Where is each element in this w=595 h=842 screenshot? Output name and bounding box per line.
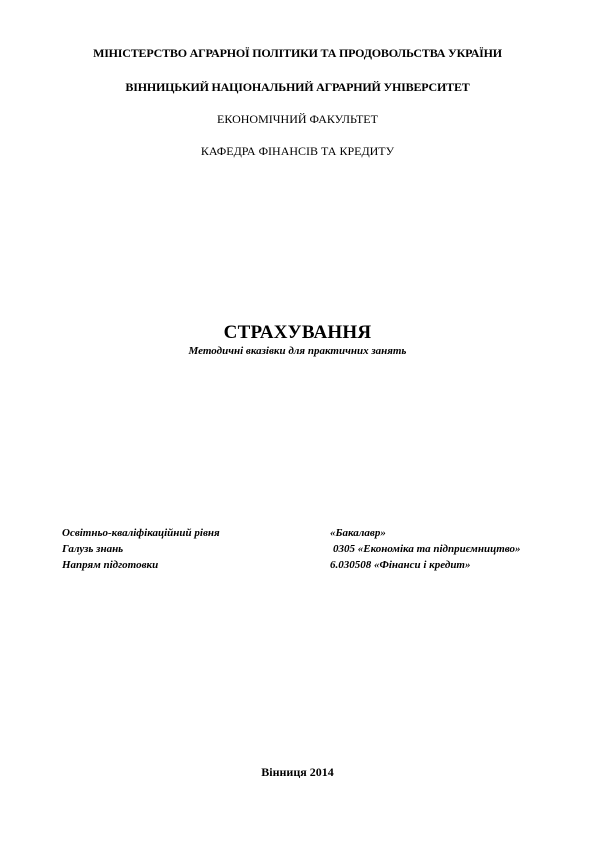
info-row-field: [0, 543, 595, 559]
info-row-direction: [0, 559, 595, 575]
document-subtitle: Методичні вказівки для практичних занять: [188, 345, 407, 357]
info-value: 0305 «Економіка та підприємництво»: [333, 543, 521, 555]
faculty-heading: ЕКОНОМІЧНИЙ ФАКУЛЬТЕТ: [217, 112, 378, 126]
ministry-heading: МІНІСТЕРСТВО АГРАРНОЇ ПОЛІТИКИ ТА ПРОДОВОЛЬСТВА УКРАЇНИ: [93, 46, 502, 60]
document-title: СТРАХУВАННЯ: [223, 322, 372, 343]
info-value: «Бакалавр»: [330, 527, 386, 539]
city-year: Вінниця 2014: [261, 765, 334, 779]
info-label: Галузь знань: [62, 543, 124, 555]
info-row-qualification: [0, 527, 595, 543]
info-label: Напрям підготовки: [62, 559, 159, 571]
department-heading: КАФЕДРА ФІНАНСІВ ТА КРЕДИТУ: [200, 144, 395, 158]
info-value: 6.030508 «Фінанси і кредит»: [330, 559, 471, 571]
info-label: Освітньо-кваліфікаційний рівня: [62, 527, 220, 539]
university-heading: ВІННИЦЬКИЙ НАЦІОНАЛЬНИЙ АГРАРНИЙ УНІВЕРСИТЕТ: [125, 80, 470, 94]
